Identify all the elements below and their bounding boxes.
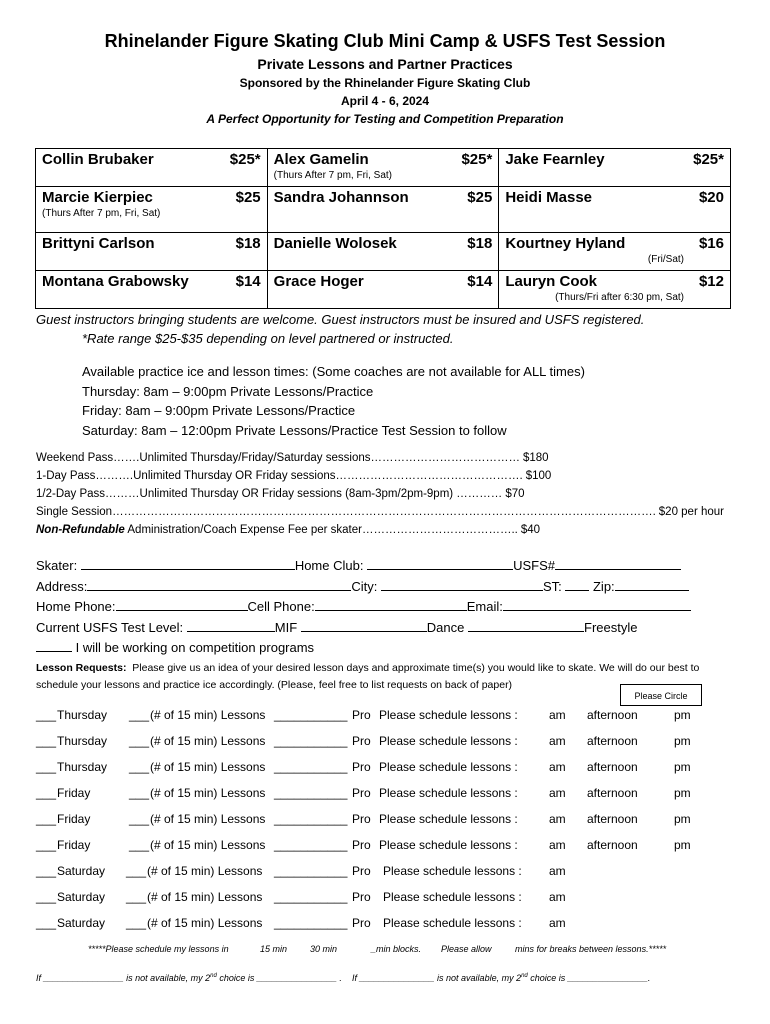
page-subtitle: Private Lessons and Partner Practices xyxy=(257,56,513,72)
mif-field[interactable] xyxy=(301,617,427,632)
coach-name: Lauryn Cook xyxy=(505,273,597,290)
coach-row xyxy=(36,271,731,309)
zip-label: Zip: xyxy=(592,578,615,594)
lesson-day: Thursday xyxy=(57,734,108,748)
lessons-label: (# of 15 min) Lessons xyxy=(150,760,266,774)
block-note-e: Please allow xyxy=(441,944,492,954)
pm-option[interactable]: pm xyxy=(674,734,691,748)
lessons-label: (# of 15 min) Lessons xyxy=(147,916,263,930)
alternate-choice-line xyxy=(36,973,650,983)
fee-row xyxy=(36,449,636,467)
am-option[interactable]: am xyxy=(549,890,566,904)
lesson-count-line[interactable]: ___ xyxy=(126,916,147,930)
usfs-label: USFS# xyxy=(513,558,555,573)
alt-choice-3: If _______________ is not available, my 2 xyxy=(351,973,522,983)
lesson-count-line[interactable]: ___ xyxy=(129,786,150,800)
freestyle-label: Freestyle xyxy=(584,619,638,635)
lesson-requests-text: Please give us an idea of your desired lesson days and approximate time(s) you would like to skate. We will do our best to schedule your lessons and practice ice accordingly. (Please, feel free to list requests on back of paper) xyxy=(36,662,700,691)
schedule-label: Please schedule lessons : xyxy=(379,812,518,826)
pro-label: Pro xyxy=(352,916,371,930)
afternoon-option[interactable]: afternoon xyxy=(587,708,638,722)
pro-name-line[interactable]: ___________ xyxy=(274,864,348,878)
block-note-d: min blocks. xyxy=(376,944,422,954)
pro-label: Pro xyxy=(352,708,371,722)
coach-name: Heidi Masse xyxy=(505,189,593,206)
coach-price: $25* xyxy=(461,151,493,168)
fee-row xyxy=(36,467,636,485)
schedule-label: Please schedule lessons : xyxy=(383,916,522,930)
coach-name: Brittyni Carlson xyxy=(42,235,155,252)
lesson-count-line[interactable]: ___ xyxy=(129,812,150,826)
lessons-label: (# of 15 min) Lessons xyxy=(150,734,266,748)
schedule-label: Please schedule lessons : xyxy=(383,864,522,878)
home-phone-field[interactable] xyxy=(116,596,248,611)
lesson-day: Friday xyxy=(57,838,91,852)
pro-name-line[interactable]: ___________ xyxy=(274,708,348,722)
coach-price: $18 xyxy=(235,235,261,252)
am-option[interactable]: am xyxy=(549,760,566,774)
lesson-day: Saturday xyxy=(57,864,106,878)
afternoon-option[interactable]: afternoon xyxy=(587,760,638,774)
coach-name: Danielle Wolosek xyxy=(273,235,397,252)
fee-price: $20 per hour xyxy=(658,506,724,518)
lesson-day: Thursday xyxy=(57,760,108,774)
fee-price: $40 xyxy=(520,524,541,536)
coach-price: $12 xyxy=(698,273,724,290)
address-label: Address: xyxy=(36,578,88,594)
test-level-field[interactable] xyxy=(187,617,275,632)
coach-price: $25 xyxy=(235,189,261,206)
zip-field[interactable] xyxy=(615,576,689,591)
block-note-f: mins for breaks between lessons.***** xyxy=(515,944,667,954)
cell-phone-label: Cell Phone: xyxy=(247,599,315,614)
fee-price: $100 xyxy=(525,470,552,482)
competition-checkbox-line[interactable] xyxy=(36,637,72,652)
day-check-line[interactable]: ___ xyxy=(36,786,57,800)
coach-price: $14 xyxy=(467,273,493,290)
coach-price: $20 xyxy=(698,189,724,206)
fee-label: Single Session……………………………………………………………………………………………………………………………. xyxy=(36,506,656,518)
afternoon-option[interactable]: afternoon xyxy=(587,734,638,748)
lesson-count-line[interactable]: ___ xyxy=(126,864,147,878)
coach-cell xyxy=(499,233,731,271)
coach-cell xyxy=(499,271,731,309)
coach-name: Collin Brubaker xyxy=(42,151,154,168)
block-note-custom: _min blocks. xyxy=(371,944,422,954)
lesson-day: Thursday xyxy=(57,708,108,722)
coach-name: Montana Grabowsky xyxy=(42,273,189,290)
form-row-test-level xyxy=(36,617,736,638)
lesson-count-line[interactable]: ___ xyxy=(126,890,147,904)
dance-label: Dance xyxy=(426,619,465,635)
lesson-request-row xyxy=(36,734,736,754)
block-note-15min[interactable]: 15 min xyxy=(260,944,288,954)
schedule-label: Please schedule lessons : xyxy=(379,786,518,800)
coach-cell xyxy=(36,271,268,309)
day-check-line[interactable]: ___ xyxy=(36,760,57,774)
lesson-request-row xyxy=(36,812,736,832)
pro-name-line[interactable]: ___________ xyxy=(274,838,348,852)
lesson-request-row xyxy=(36,708,736,728)
fee-label: Administration/Coach Expense Fee per skater………………………………….. xyxy=(124,524,518,536)
lesson-request-row xyxy=(36,838,736,858)
mif-label: MIF xyxy=(274,619,298,635)
coach-price: $25* xyxy=(693,151,724,168)
lessons-label: (# of 15 min) Lessons xyxy=(150,786,266,800)
lesson-count-line[interactable]: ___ xyxy=(129,838,150,852)
lessons-label: (# of 15 min) Lessons xyxy=(147,864,263,878)
form-row-phone xyxy=(36,596,736,617)
coach-name: Marcie Kierpiec xyxy=(42,189,153,206)
am-option[interactable]: am xyxy=(549,734,566,748)
lesson-request-row xyxy=(36,786,736,806)
lessons-label: (# of 15 min) Lessons xyxy=(150,708,266,722)
alt-choice-sup-2: nd xyxy=(521,973,528,979)
pm-option[interactable]: pm xyxy=(674,760,691,774)
coach-cell xyxy=(267,187,499,233)
fee-row xyxy=(36,485,636,503)
usfs-number-field[interactable] xyxy=(555,555,681,570)
email-label: Email: xyxy=(466,599,503,614)
pro-label: Pro xyxy=(352,760,371,774)
availability-thursday: Thursday: 8am – 9:00pm Private Lessons/Practice xyxy=(82,383,374,399)
am-option[interactable]: am xyxy=(549,786,566,800)
skater-field[interactable] xyxy=(81,555,295,570)
lesson-day: Friday xyxy=(57,812,91,826)
lesson-request-row xyxy=(36,890,736,910)
email-field[interactable] xyxy=(503,596,691,611)
availability-intro: Available practice ice and lesson times: (Some coaches are not available for ALL times) xyxy=(82,364,585,379)
address-field[interactable] xyxy=(87,576,351,591)
pro-name-line[interactable]: ___________ xyxy=(274,760,348,774)
document-header xyxy=(0,30,770,128)
pro-name-line[interactable]: ___________ xyxy=(274,812,348,826)
lesson-count-line[interactable]: ___ xyxy=(129,760,150,774)
home-phone-label: Home Phone: xyxy=(36,599,116,614)
availability-friday: Friday: 8am – 9:00pm Private Lessons/Practice xyxy=(82,403,356,418)
lesson-day: Saturday xyxy=(57,916,106,930)
coach-table xyxy=(35,148,731,309)
coach-price: $16 xyxy=(698,235,724,252)
coach-cell xyxy=(499,149,731,187)
rate-range-note: *Rate range $25-$35 depending on level partnered or instructed. xyxy=(82,331,454,346)
lessons-label: (# of 15 min) Lessons xyxy=(147,890,263,904)
coach-cell xyxy=(36,187,268,233)
pro-label: Pro xyxy=(352,890,371,904)
day-check-line[interactable]: ___ xyxy=(36,864,57,878)
lessons-label: (# of 15 min) Lessons xyxy=(150,838,266,852)
am-option[interactable]: am xyxy=(549,916,566,930)
coach-name: Grace Hoger xyxy=(273,273,364,290)
form-row-address xyxy=(36,576,736,597)
pro-label: Pro xyxy=(352,812,371,826)
coach-name: Kourtney Hyland xyxy=(505,235,626,252)
alt-choice-1: If ________________ is not available, my 2 xyxy=(36,973,211,983)
fee-row xyxy=(36,521,636,539)
lesson-requests-label: Lesson Requests: xyxy=(36,662,127,674)
lesson-day: Saturday xyxy=(57,890,106,904)
coach-availability-note: (Thurs/Fri after 6:30 pm, Sat) xyxy=(555,292,684,303)
dance-field[interactable] xyxy=(468,617,584,632)
coach-availability-note: (Fri/Sat) xyxy=(647,254,684,265)
am-option[interactable]: am xyxy=(549,708,566,722)
day-check-line[interactable]: ___ xyxy=(36,812,57,826)
afternoon-option[interactable]: afternoon xyxy=(587,838,638,852)
coach-row xyxy=(36,233,731,271)
lesson-day: Friday xyxy=(57,786,91,800)
coach-name: Sandra Johannson xyxy=(273,189,409,206)
st-label: ST: xyxy=(542,578,562,594)
coach-availability-note: (Thurs After 7 pm, Fri, Sat) xyxy=(42,208,161,219)
lesson-request-row xyxy=(36,760,736,780)
availability-saturday: Saturday: 8am – 12:00pm Private Lessons/Practice Test Session to follow xyxy=(82,422,507,438)
coach-name: Jake Fearnley xyxy=(505,151,605,168)
lessons-label: (# of 15 min) Lessons xyxy=(150,812,266,826)
alt-choice-sup-1: nd xyxy=(210,973,217,979)
lesson-request-row xyxy=(36,916,736,936)
coach-row xyxy=(36,149,731,187)
fee-price: $70 xyxy=(505,488,525,500)
coach-cell xyxy=(267,233,499,271)
coach-row xyxy=(36,187,731,233)
pm-option[interactable]: pm xyxy=(674,812,691,826)
state-field[interactable] xyxy=(565,576,589,591)
pro-label: Pro xyxy=(352,864,371,878)
availability-section xyxy=(82,362,585,440)
lesson-request-row xyxy=(36,864,736,884)
tagline: A Perfect Opportunity for Testing and Competition Preparation xyxy=(206,112,564,126)
pro-name-line[interactable]: ___________ xyxy=(274,916,348,930)
schedule-label: Please schedule lessons : xyxy=(379,760,518,774)
fee-price: $180 xyxy=(523,452,549,464)
fee-label: 1/2-Day Pass………Unlimited Thursday OR Friday sessions (8am-3pm/2pm-9pm) ………… xyxy=(36,488,503,500)
city-field[interactable] xyxy=(381,576,543,591)
day-check-line[interactable]: ___ xyxy=(36,734,57,748)
alt-choice-4: choice is ________________. xyxy=(527,973,651,983)
coach-price: $25* xyxy=(229,151,261,168)
coach-cell xyxy=(267,149,499,187)
coach-availability-note: (Thurs After 7 pm, Fri, Sat) xyxy=(273,170,393,181)
skater-label: Skater: xyxy=(36,558,78,573)
afternoon-option[interactable]: afternoon xyxy=(587,812,638,826)
lesson-count-line[interactable]: ___ xyxy=(129,708,150,722)
am-option[interactable]: am xyxy=(549,838,566,852)
registration-form xyxy=(36,555,736,658)
page-title: Rhinelander Figure Skating Club Mini Camp & USFS Test Session xyxy=(104,31,666,51)
event-dates: April 4 - 6, 2024 xyxy=(340,94,430,108)
lesson-count-line[interactable]: ___ xyxy=(129,734,150,748)
day-check-line[interactable]: ___ xyxy=(36,708,57,722)
coach-name: Alex Gamelin xyxy=(273,151,369,168)
schedule-label: Please schedule lessons : xyxy=(383,890,522,904)
pm-option[interactable]: pm xyxy=(674,786,691,800)
schedule-label: Please schedule lessons : xyxy=(379,838,518,852)
schedule-label: Please schedule lessons : xyxy=(379,734,518,748)
pm-option[interactable]: pm xyxy=(674,838,691,852)
coach-cell xyxy=(36,149,268,187)
fee-bold-prefix: Non-Refundable xyxy=(36,524,125,536)
sponsor-line: Sponsored by the Rhinelander Figure Skating Club xyxy=(239,76,531,90)
pm-option[interactable]: pm xyxy=(674,708,691,722)
please-circle-box: Please Circle xyxy=(620,684,702,706)
pro-name-line[interactable]: ___________ xyxy=(274,890,348,904)
alt-choice-2: choice is ________________ . xyxy=(216,973,342,983)
fee-label: Weekend Pass…….Unlimited Thursday/Friday/Saturday sessions………………………………… xyxy=(36,452,520,464)
home-club-label: Home Club: xyxy=(294,558,364,573)
coach-price: $14 xyxy=(235,273,261,290)
day-check-line[interactable]: ___ xyxy=(36,916,57,930)
am-option[interactable]: am xyxy=(549,864,566,878)
coach-cell xyxy=(267,271,499,309)
block-note-a: *****Please schedule my lessons in xyxy=(88,944,229,954)
pro-label: Pro xyxy=(352,786,371,800)
home-club-field[interactable] xyxy=(367,555,513,570)
coach-cell xyxy=(36,233,268,271)
pro-label: Pro xyxy=(352,734,371,748)
form-row-skater xyxy=(36,555,736,576)
pro-name-line[interactable]: ___________ xyxy=(274,786,348,800)
day-check-line[interactable]: ___ xyxy=(36,890,57,904)
guest-instructor-note: Guest instructors bringing students are welcome. Guest instructors must be insured and USFS registered. xyxy=(36,312,645,327)
fee-label: 1-Day Pass……….Unlimited Thursday OR Friday sessions…………………………………………. xyxy=(36,470,523,482)
pro-name-line[interactable]: ___________ xyxy=(274,734,348,748)
cell-phone-field[interactable] xyxy=(315,596,467,611)
form-row-competition xyxy=(36,637,736,658)
block-note-30min[interactable]: 30 min xyxy=(310,944,338,954)
city-label: City: xyxy=(351,578,378,594)
fee-row xyxy=(36,503,724,521)
coach-price: $18 xyxy=(467,235,493,252)
afternoon-option[interactable]: afternoon xyxy=(587,786,638,800)
am-option[interactable]: am xyxy=(549,812,566,826)
competition-label: I will be working on competition programs xyxy=(75,640,315,655)
day-check-line[interactable]: ___ xyxy=(36,838,57,852)
fee-list xyxy=(36,449,724,539)
coach-price: $25 xyxy=(467,189,493,206)
schedule-label: Please schedule lessons : xyxy=(379,708,518,722)
pro-label: Pro xyxy=(352,838,371,852)
test-level-label: Current USFS Test Level: xyxy=(36,619,184,635)
coach-cell xyxy=(499,187,731,233)
